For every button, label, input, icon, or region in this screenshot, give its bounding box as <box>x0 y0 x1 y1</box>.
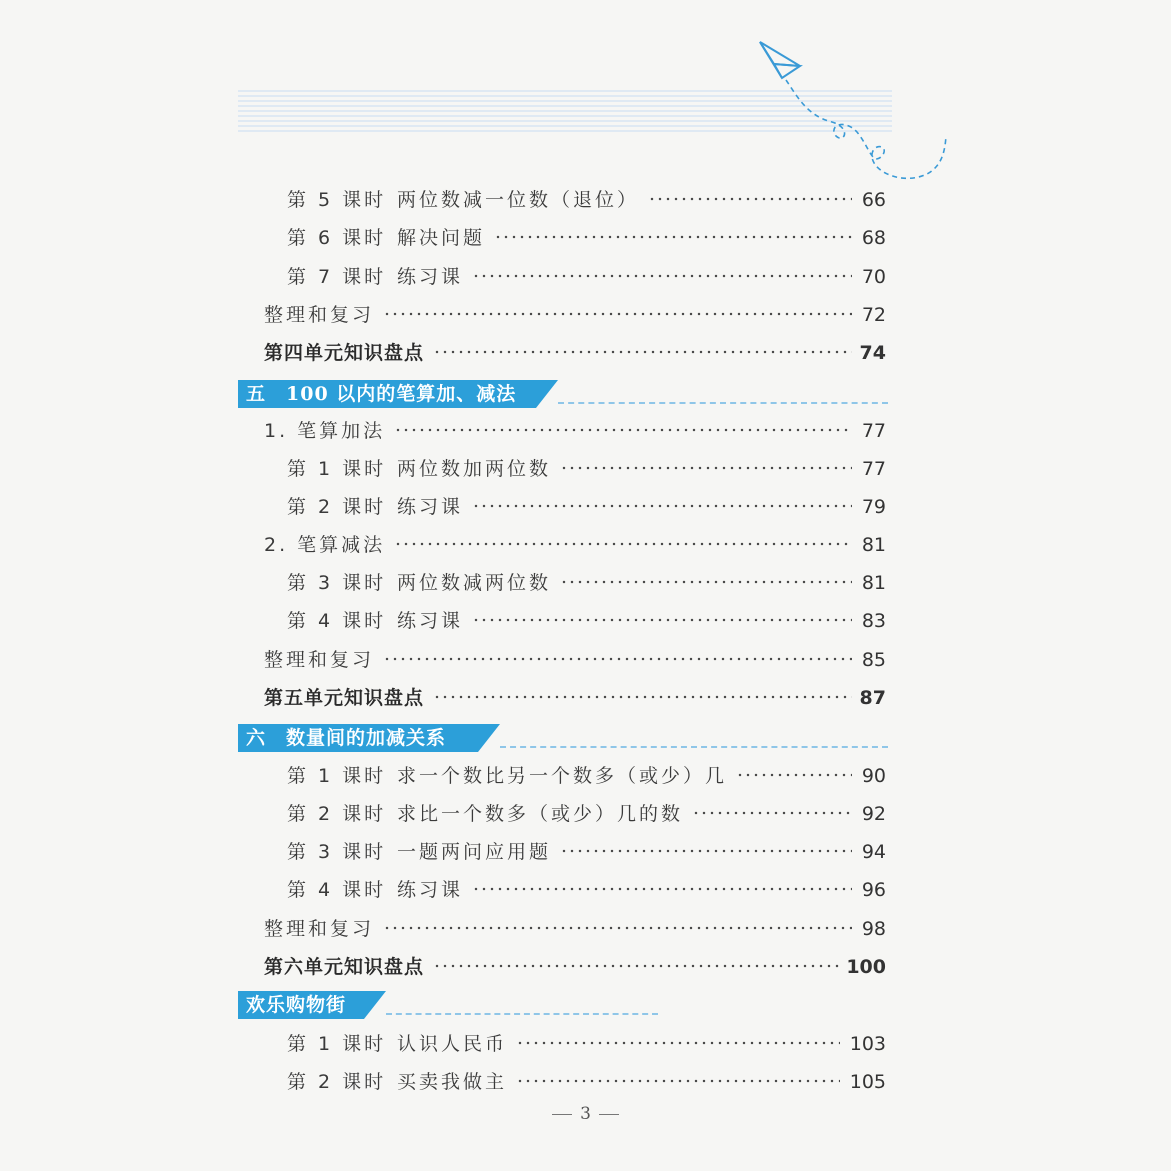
toc-entry-label: 整理和复习 <box>264 304 375 326</box>
toc-entry-label: 第 2 课时 <box>287 496 387 518</box>
toc-entry-label: 1. 笔算加法 <box>264 420 386 442</box>
toc-entry-page: 85 <box>861 649 886 671</box>
toc-entry[interactable] <box>0 606 1171 636</box>
toc-entry-page: 87 <box>859 687 886 709</box>
leader-dots <box>383 925 852 931</box>
leader-dots <box>472 886 852 892</box>
banner-dashed-rule <box>500 746 888 748</box>
toc-entry-page: 68 <box>861 227 886 249</box>
toc-entry-page: 77 <box>861 420 886 442</box>
page-number: 3 <box>0 1104 1171 1124</box>
toc-entry-title: 认识人民币 <box>397 1033 508 1055</box>
toc-entry-page: 96 <box>861 879 886 901</box>
toc-entry-page: 79 <box>861 496 886 518</box>
toc-entry-label: 第五单元知识盘点 <box>264 687 425 709</box>
toc-entry[interactable] <box>0 300 1171 330</box>
toc-entry-label: 第 7 课时 <box>287 266 387 288</box>
unit-banner-title: 六 数量间的加减关系 <box>238 724 478 752</box>
toc-entry-label: 第 6 课时 <box>287 227 387 249</box>
toc-entry-page: 90 <box>861 765 886 787</box>
toc-entry-label: 第 1 课时 <box>287 765 387 787</box>
toc-entry-title: 求一个数比另一个数多（或少）几 <box>397 765 728 787</box>
toc-entry-title: 求比一个数多（或少）几的数 <box>397 803 684 825</box>
unit-banner-title: 五 100 以内的笔算加、减法 <box>238 380 536 408</box>
leader-dots <box>472 617 852 623</box>
leader-dots <box>516 1078 840 1084</box>
leader-dots <box>494 234 852 240</box>
leader-dots <box>648 196 852 202</box>
toc-entry[interactable] <box>0 875 1171 905</box>
leader-dots <box>472 273 852 279</box>
leader-dots <box>383 656 852 662</box>
toc-entry-title: 买卖我做主 <box>397 1071 508 1093</box>
toc-entry-page: 81 <box>861 534 886 556</box>
toc-entry[interactable] <box>0 568 1171 598</box>
toc-entry[interactable] <box>0 492 1171 522</box>
toc-entry-label: 第四单元知识盘点 <box>264 342 425 364</box>
leader-dots <box>692 810 852 816</box>
toc-entry-label: 第 1 课时 <box>287 1033 387 1055</box>
toc-entry-page: 94 <box>861 841 886 863</box>
toc-entry-title: 两位数加两位数 <box>397 458 552 480</box>
toc-entry[interactable] <box>0 837 1171 867</box>
toc-entry-label: 整理和复习 <box>264 649 375 671</box>
toc-entry-label: 第 4 课时 <box>287 879 387 901</box>
toc-entry-title: 练习课 <box>397 496 464 518</box>
toc-entry-label: 第 2 课时 <box>287 803 387 825</box>
toc-entry[interactable] <box>0 530 1171 560</box>
toc-entry[interactable] <box>0 262 1171 292</box>
toc-entry-title: 练习课 <box>397 266 464 288</box>
leader-dots <box>433 694 852 700</box>
toc-entry[interactable] <box>0 1067 1171 1097</box>
leader-dots <box>736 772 852 778</box>
toc-entry-title: 练习课 <box>397 879 464 901</box>
toc-entry[interactable] <box>0 185 1171 215</box>
toc-entry-label: 第 2 课时 <box>287 1071 387 1093</box>
toc-entry[interactable] <box>0 1029 1171 1059</box>
toc-entry-label: 第 1 课时 <box>287 458 387 480</box>
leader-dots <box>433 349 852 355</box>
leader-dots <box>394 541 852 547</box>
toc-entry-page: 74 <box>859 342 886 364</box>
leader-dots <box>472 503 852 509</box>
unit-banner-title: 欢乐购物街 <box>238 991 364 1019</box>
toc-entry-label: 第六单元知识盘点 <box>264 956 425 978</box>
toc-entry[interactable] <box>0 761 1171 791</box>
toc-entry-page: 103 <box>849 1033 886 1055</box>
toc-entry-label: 第 4 课时 <box>287 610 387 632</box>
toc-entry-title: 一题两问应用题 <box>397 841 552 863</box>
toc-entry[interactable] <box>0 952 1171 982</box>
toc-entry-label: 第 3 课时 <box>287 572 387 594</box>
toc-entry[interactable] <box>0 223 1171 253</box>
leader-dots <box>560 579 852 585</box>
toc-entry[interactable] <box>0 914 1171 944</box>
leader-dots <box>433 963 840 969</box>
toc-entry[interactable] <box>0 799 1171 829</box>
toc-entry[interactable] <box>0 683 1171 713</box>
toc-entry-page: 105 <box>849 1071 886 1093</box>
toc-entry-page: 92 <box>861 803 886 825</box>
leader-dots <box>394 427 852 433</box>
paper-plane-icon <box>752 36 952 196</box>
banner-dashed-rule <box>386 1013 658 1015</box>
toc-entry-title: 两位数减两位数 <box>397 572 552 594</box>
toc-entry-label: 2. 笔算减法 <box>264 534 386 556</box>
toc-entry-page: 98 <box>861 918 886 940</box>
toc-entry-title: 解决问题 <box>397 227 486 249</box>
toc-entry-page: 72 <box>861 304 886 326</box>
toc-entry-page: 70 <box>861 266 886 288</box>
toc-entry-label: 第 3 课时 <box>287 841 387 863</box>
toc-entry-page: 66 <box>861 189 886 211</box>
toc-entry-page: 77 <box>861 458 886 480</box>
toc-entry-title: 两位数减一位数（退位） <box>397 189 640 211</box>
toc-entry[interactable] <box>0 416 1171 446</box>
toc-entry[interactable] <box>0 454 1171 484</box>
toc-entry-page: 100 <box>846 956 886 978</box>
toc-entry[interactable] <box>0 338 1171 368</box>
toc-entry[interactable] <box>0 645 1171 675</box>
toc-entry-label: 第 5 课时 <box>287 189 387 211</box>
toc-entry-title: 练习课 <box>397 610 464 632</box>
toc-entry-page: 83 <box>861 610 886 632</box>
leader-dots <box>560 848 852 854</box>
toc-entry-page: 81 <box>861 572 886 594</box>
banner-dashed-rule <box>558 402 888 404</box>
leader-dots <box>516 1040 840 1046</box>
toc-entry-label: 整理和复习 <box>264 918 375 940</box>
leader-dots <box>383 311 852 317</box>
leader-dots <box>560 465 852 471</box>
